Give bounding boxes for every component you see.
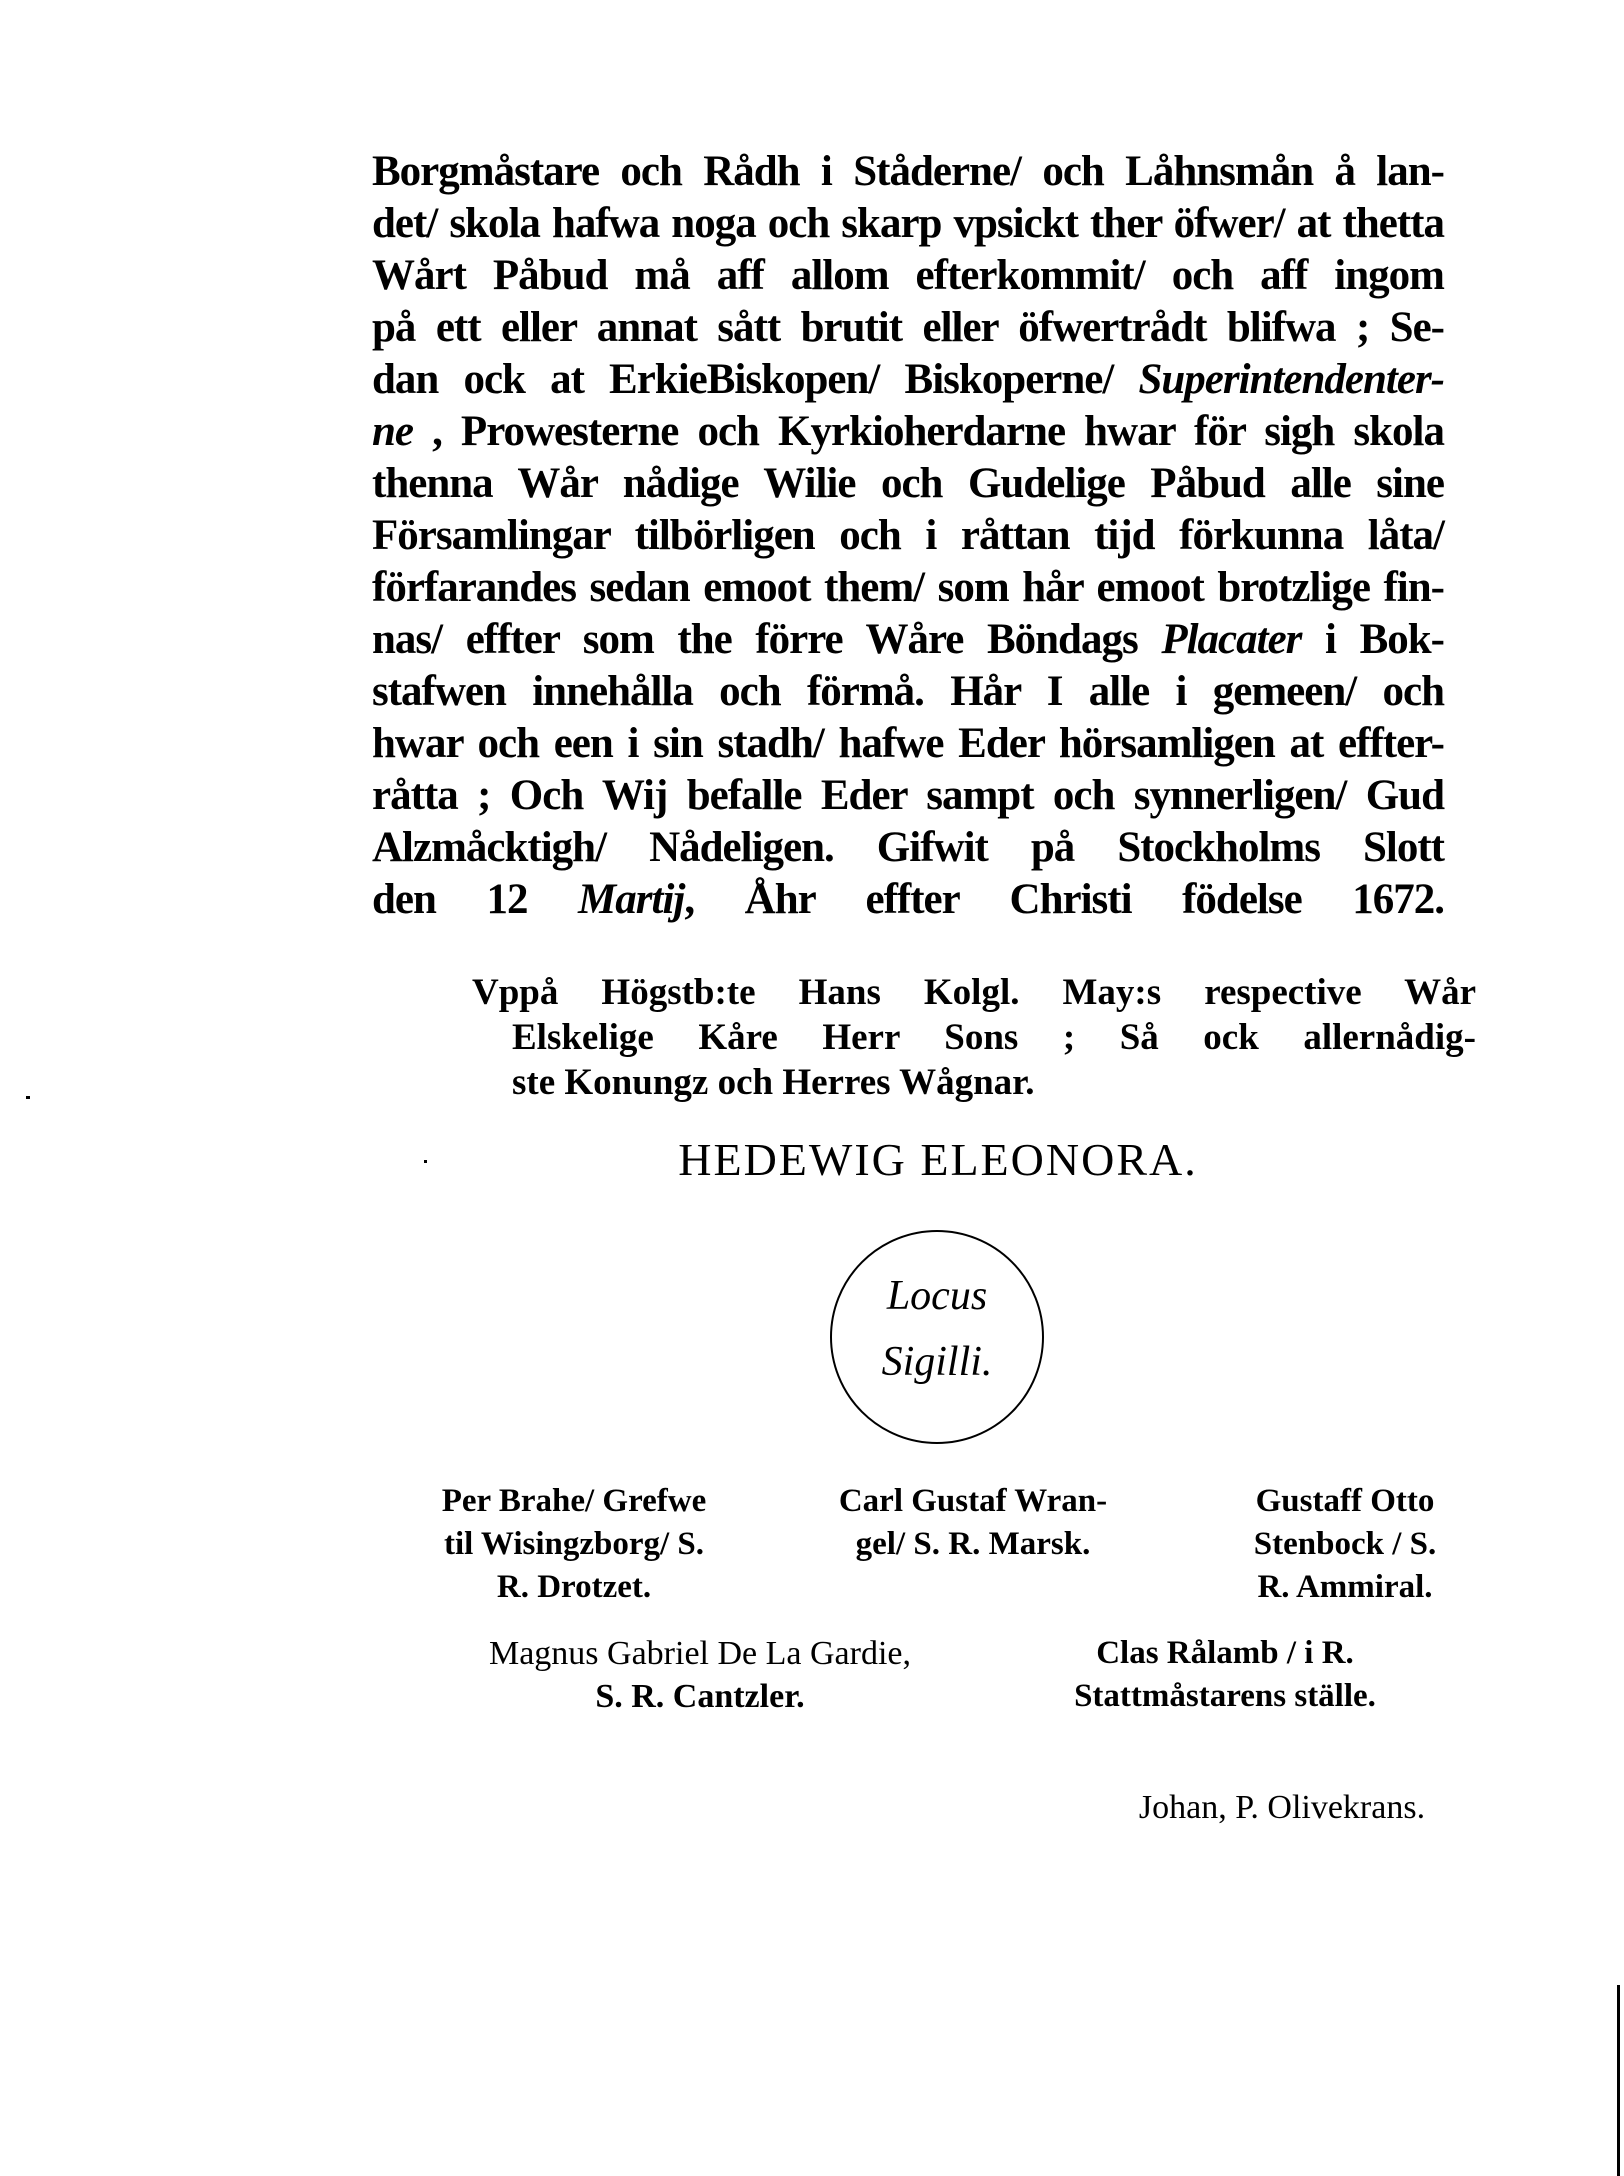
signatory-line: S. R. Cantzler.: [595, 1678, 805, 1715]
body-line: [372, 822, 1444, 874]
text-segment: i Bok-: [1301, 616, 1444, 663]
latin-term: Martij: [578, 876, 685, 923]
text-segment: Wårt Påbud må aff allom efterkommit/ och aff ingom: [372, 252, 1444, 299]
body-line: [372, 302, 1444, 354]
scan-speck: [424, 1160, 427, 1163]
body-line: [372, 250, 1444, 302]
scan-speck: [26, 1096, 30, 1099]
scan-edge-line: [1617, 1985, 1620, 2176]
text-segment: stafwen innehålla och förmå. Hår I alle i gemeen/ och: [372, 668, 1444, 715]
text-segment: Församlingar tilbörligen och i råttan tijd förkunna låta/: [372, 512, 1444, 559]
signatory-wrangel: [800, 1480, 1146, 1566]
queen-signature: HEDEWIG ELEONORA.: [678, 1134, 1198, 1185]
signatory-line: Stenbock / S.: [1253, 1526, 1437, 1562]
text-segment: dan ock at ErkieBiskopen/ Biskoperne/: [372, 356, 1139, 403]
signatory-line: Stattmåstarens ställe.: [1074, 1678, 1376, 1714]
text-segment: råtta ; Och Wij befalle Eder sampt och synnerligen/ Gud: [372, 772, 1444, 819]
proclamation-body: [372, 146, 1444, 926]
signatory-line: Magnus Gabriel De La Gardie,: [488, 1635, 911, 1672]
signatory-line: Johan, P. Olivekrans.: [1138, 1789, 1426, 1826]
intro-line: ste Konungz och Herres Wågnar.: [512, 1062, 1035, 1103]
signature-intro: [472, 970, 1476, 1105]
signatory-brahe: [378, 1480, 770, 1609]
signatory-line: Per Brahe/ Grefwe: [441, 1483, 707, 1519]
seal-text: Sigilli.: [881, 1339, 993, 1385]
signatory-line: Carl Gustaf Wran-: [838, 1483, 1108, 1519]
intro-line: Vppå Högstb:te Hans Kolgl. May:s respective Wår: [472, 972, 1476, 1013]
text-segment: det/ skola hafwa noga och skarp vpsickt ther öfwer/ at thetta: [372, 200, 1444, 247]
signatory-ralamb: [1030, 1632, 1420, 1718]
signatory-stenbock: [1210, 1480, 1480, 1609]
body-line: [372, 146, 1444, 198]
intro-line: Elskelige Kåre Herr Sons ; Så ock allernådig-: [512, 1017, 1476, 1058]
text-segment: den 12: [372, 876, 579, 923]
signatory-line: Gustaff Otto: [1255, 1483, 1435, 1519]
body-line: [372, 562, 1444, 614]
body-line: [372, 510, 1444, 562]
body-line: [372, 406, 1444, 458]
signatory-delagardie: [420, 1632, 980, 1718]
text-segment: Alzmåcktigh/ Nådeligen. Gifwit på Stockholms Slott: [372, 824, 1444, 871]
text-segment: förfarandes sedan emoot them/ som hår emoot brotzlige fin-: [372, 564, 1444, 611]
body-line: [372, 874, 1444, 926]
text-segment: nas/ effter som the förre Wåre Böndags: [372, 616, 1162, 663]
latin-term: Placater: [1161, 616, 1302, 663]
signatory-olivekrans: [1092, 1786, 1472, 1829]
text-segment: , Prowesterne och Kyrkioherdarne hwar för sigh skola: [413, 408, 1444, 455]
text-segment: thenna Wår nådige Wilie och Gudelige Påbud alle sine: [372, 460, 1444, 507]
text-segment: Borgmåstare och Rådh i Ståderne/ och Låhnsmån å lan-: [372, 148, 1444, 195]
signatory-line: til Wisingzborg/ S.: [443, 1526, 705, 1562]
signatory-line: R. Ammiral.: [1257, 1569, 1433, 1605]
body-line: [372, 354, 1444, 406]
signatory-line: gel/ S. R. Marsk.: [855, 1526, 1091, 1562]
body-line: [372, 718, 1444, 770]
text-segment: hwar och een i sin stadh/ hafwe Eder hörsamligen at effter-: [372, 720, 1444, 767]
latin-term: ne: [372, 408, 413, 455]
body-line: [372, 614, 1444, 666]
text-segment: på ett eller annat sått brutit eller öfwertrådt blifwa ; Se-: [372, 304, 1444, 351]
signatory-line: Clas Rålamb / i R.: [1096, 1635, 1354, 1671]
body-line: [372, 198, 1444, 250]
text-segment: , Åhr effter Christi födelse 1672.: [684, 876, 1444, 923]
body-line: [372, 666, 1444, 718]
latin-term: Superintendenter-: [1138, 356, 1444, 403]
seal-text: Locus: [886, 1273, 988, 1319]
signatory-line: R. Drotzet.: [496, 1569, 652, 1605]
body-line: [372, 770, 1444, 822]
seal-circle: [830, 1230, 1044, 1444]
body-line: [372, 458, 1444, 510]
